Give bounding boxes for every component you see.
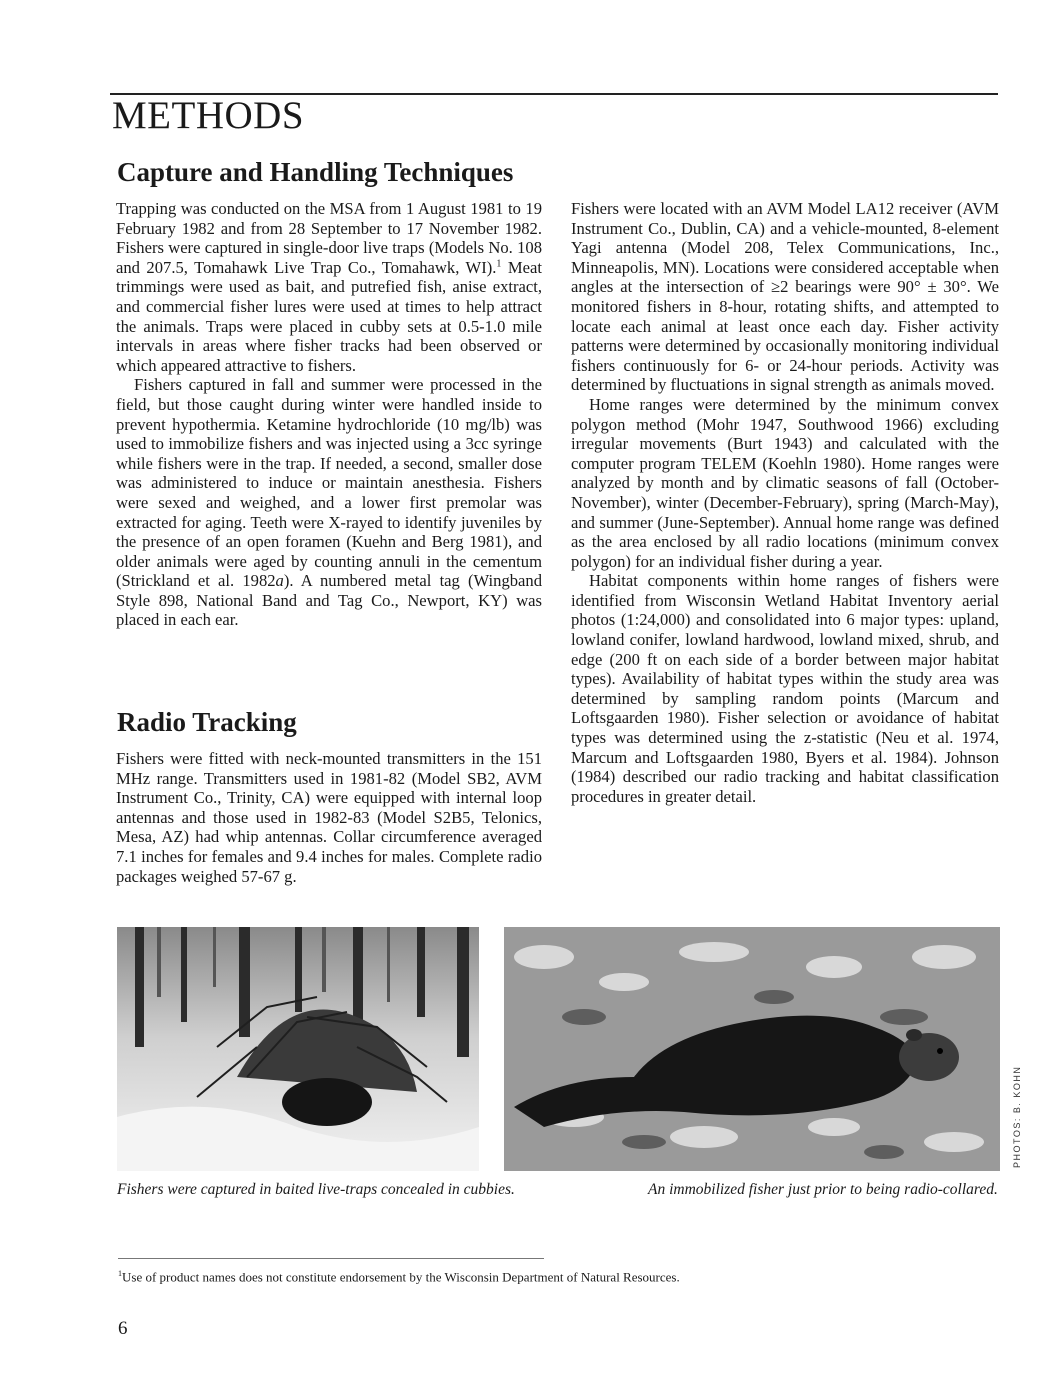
capture-section-text <box>116 199 542 630</box>
capture-paragraph-2: Fishers captured in fall and summer were processed in the field, but those caught during winter were handled inside to prevent hypothermia. Ketamine hydrochloride (10 mg/lb) was used to immobilize fishers and was injected using a 3cc syringe while fishers were in the trap. If needed, a second, smaller dose was administered to induce or maintain anesthesia. Fishers were sexed and weighed, and a lower first premolar was extracted for aging. Teeth were X-rayed to identify juveniles by the presence of an open foramen (Kuehn and Berg 1981), and older animals were aged by counting annuli in the cementum (Strickland et al. 1982a). A numbered metal tag (Wingband Style 898, National Band and Tag Co., Newport, KY) was placed in each ear. <box>116 375 542 630</box>
radio-section-text <box>116 749 542 886</box>
cubby-trap-image <box>117 927 479 1171</box>
left-photo-caption: Fishers were captured in baited live-traps concealed in cubbies. <box>117 1181 515 1198</box>
footnote-marker: 1 <box>118 1269 122 1278</box>
page-number: 6 <box>118 1318 128 1339</box>
footnote-ref: 1 <box>496 258 502 270</box>
fisher-image <box>504 927 1000 1171</box>
radio-paragraph-1: Fishers were fitted with neck-mounted transmitters in the 151 MHz range. Transmitters used in 1981-82 (Model SB2, AVM Instrument Co., Trinity, CA) were equipped with internal loop antennas and those used in 1982-83 (Model S2B5, Telonics, Mesa, AZ) had whip antennas. Collar circumference averaged 7.1 inches for females and 9.4 inches for males. Complete radio packages weighed 57-67 g. <box>116 749 542 886</box>
section-heading-radio: Radio Tracking <box>117 707 297 737</box>
photo-cubby-trap <box>117 927 479 1171</box>
right-paragraph-3: Habitat components within home ranges of fishers were identified from Wisconsin Wetland Habitat Inventory aerial photos (1:24,000) and consolidated into 6 major types: upland, lowland conifer, lowland hardwood, lowland mixed, shrub, and edge (200 ft on each side of a border between major habitat types). Availability of habitat types within the study area was determined by sampling random points (Marcum and Loftsgaarden 1980). Fisher selection or avoidance of habitat types was determined using the z-statistic (Neu et al. 1974, Marcum and Loftsgaarden 1980, Byers et al. 1984). Johnson (1984) described our radio tracking and habitat classification procedures in greater detail. <box>571 571 999 806</box>
footnote: $^1$Use of product names does not constitute endorsement by the Wisconsin Department of Natural Resources. <box>118 1269 680 1285</box>
footnote-rule <box>118 1258 544 1259</box>
photo-immobilized-fisher <box>504 927 1000 1171</box>
right-paragraph-1: Fishers were located with an AVM Model LA12 receiver (AVM Instrument Co., Dublin, CA) and a vehicle-mounted, 8-element Yagi antenna (Model 208, Telex Communications, Inc., Minneapolis, MN). Locations were considered acceptable when angles at the intersection of ≥2 bearings were 90° ± 30°. We monitored fishers in 8-hour, rotating shifts, and attempted to locate each animal at least once each day. Fisher activity patterns were determined by occasionally monitoring individual fishers continuously for 6- or 24-hour periods. Activity was determined by fluctuations in signal strength as animals moved. <box>571 199 999 395</box>
right-column-text <box>571 199 999 806</box>
page-title: METHODS <box>112 94 305 137</box>
section-heading-capture: Capture and Handling Techniques <box>117 157 514 187</box>
photo-credit: PHOTOS: B. KOHN <box>1012 1065 1022 1168</box>
right-photo-caption: An immobilized fisher just prior to being radio-collared. <box>648 1181 998 1198</box>
right-paragraph-2: Home ranges were determined by the minimum convex polygon method (Mohr 1947, Southwood 1966) excluding irregular movements (Burt 1943) and calculated with the computer program TELEM (Koehln 1980). Home ranges were analyzed by month and by climatic seasons of fall (October-November), winter (December-February), spring (March-May), and summer (June-September). Annual home range was defined as the area enclosed by all radio locations (minimum convex polygon) for an individual fisher during a year. <box>571 394 999 571</box>
capture-paragraph-1: Trapping was conducted on the MSA from 1 August 1981 to 19 February 1982 and from 28 September to 17 November 1982. Fishers were captured in single-door live traps (Models No. 108 and 207.5, Tomahawk Live Trap Co., Tomahawk, WI).$^1$ Meat trimmings were used as bait, and putrefied fish, anise extract, and commercial fisher lures were used at times to help attract the animals. Traps were placed in cubby sets at 0.5-1.0 mile intervals in areas where fisher tracks had been observed or which appeared attractive to fishers. <box>116 199 542 375</box>
